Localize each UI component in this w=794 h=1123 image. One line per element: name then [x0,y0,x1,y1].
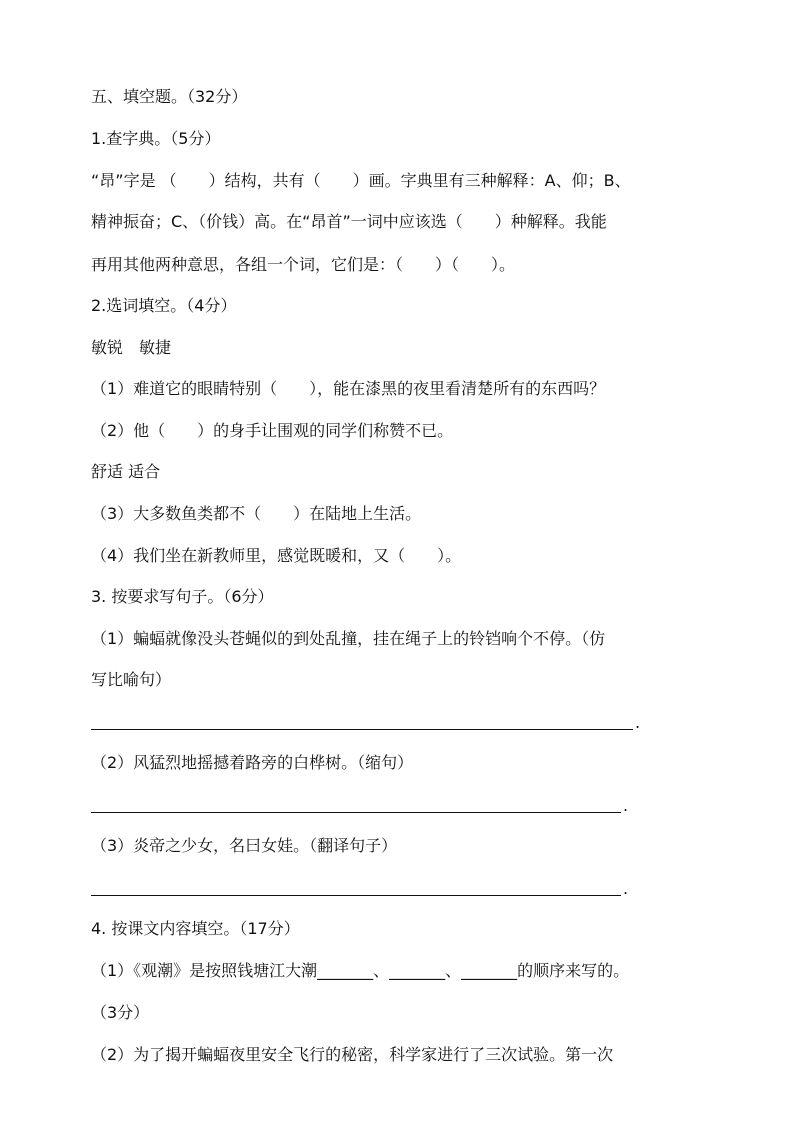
q2-item-2: （2）他（ ）的身手让围观的同学们称赞不已。 [91,421,454,440]
q4-item-1-line-2: （3分） [91,1003,150,1022]
q3-answer-line-2[interactable] [91,795,641,817]
q1-text-line-2: 精神振奋；C、（价钱）高。在“昂首”一词中应该选（ ）种解释。我能 [91,212,607,231]
q1-text-line-1: “昂”字是 （ ）结构，共有（ ）画。字典里有三种解释：A、仰；B、 [91,171,631,190]
answer-line-period: . [623,879,629,898]
q3-item-3: （3）炎帝之少女，名曰女娃。（翻译句子） [91,836,398,855]
answer-line-period: . [635,713,641,732]
q3-answer-line-3[interactable] [91,878,641,900]
q3-item-2: （2）风猛烈地摇撼着路旁的白桦树。（缩句） [91,753,414,772]
q4-title: 4. 按课文内容填空。（17分） [91,919,300,938]
q2-title: 2.选词填空。（4分） [91,296,237,315]
q2-item-4: （4）我们坐在新教师里，感觉既暖和，又（ ）。 [91,546,462,565]
q2-word-pair-1: 敏锐 敏捷 [91,338,172,357]
q4-item-2-line-1: （2）为了揭开蝙蝠夜里安全飞行的秘密，科学家进行了三次试验。第一次 [91,1045,614,1064]
answer-line-period: . [623,796,629,815]
q3-item-1-line-2: 写比喻句） [91,670,172,689]
q1-title: 1.查字典。（5分） [91,129,221,148]
q4-item-1-line-1: （1）《观潮》是按照钱塘江大潮_______、_______、_______的顺序来写的。 [91,961,630,980]
q2-word-pair-2: 舒适 适合 [91,462,161,481]
q1-text-line-3: 再用其他两种意思，各组一个词，它们是：（ ）（ ）。 [91,255,516,274]
q3-answer-line-1[interactable] [91,712,651,734]
section-heading: 五、填空题。（32分） [91,87,248,106]
q3-item-1-line-1: （1）蝙蝠就像没头苍蝇似的到处乱撞，挂在绳子上的铃铛响个不停。（仿 [91,629,606,648]
q2-item-1: （1）难道它的眼睛特别（ ），能在漆黑的夜里看清楚所有的东西吗？ [91,379,606,398]
q3-title: 3. 按要求写句子。（6分） [91,587,274,606]
q2-item-3: （3）大多数鱼类都不（ ）在陆地上生活。 [91,504,422,523]
